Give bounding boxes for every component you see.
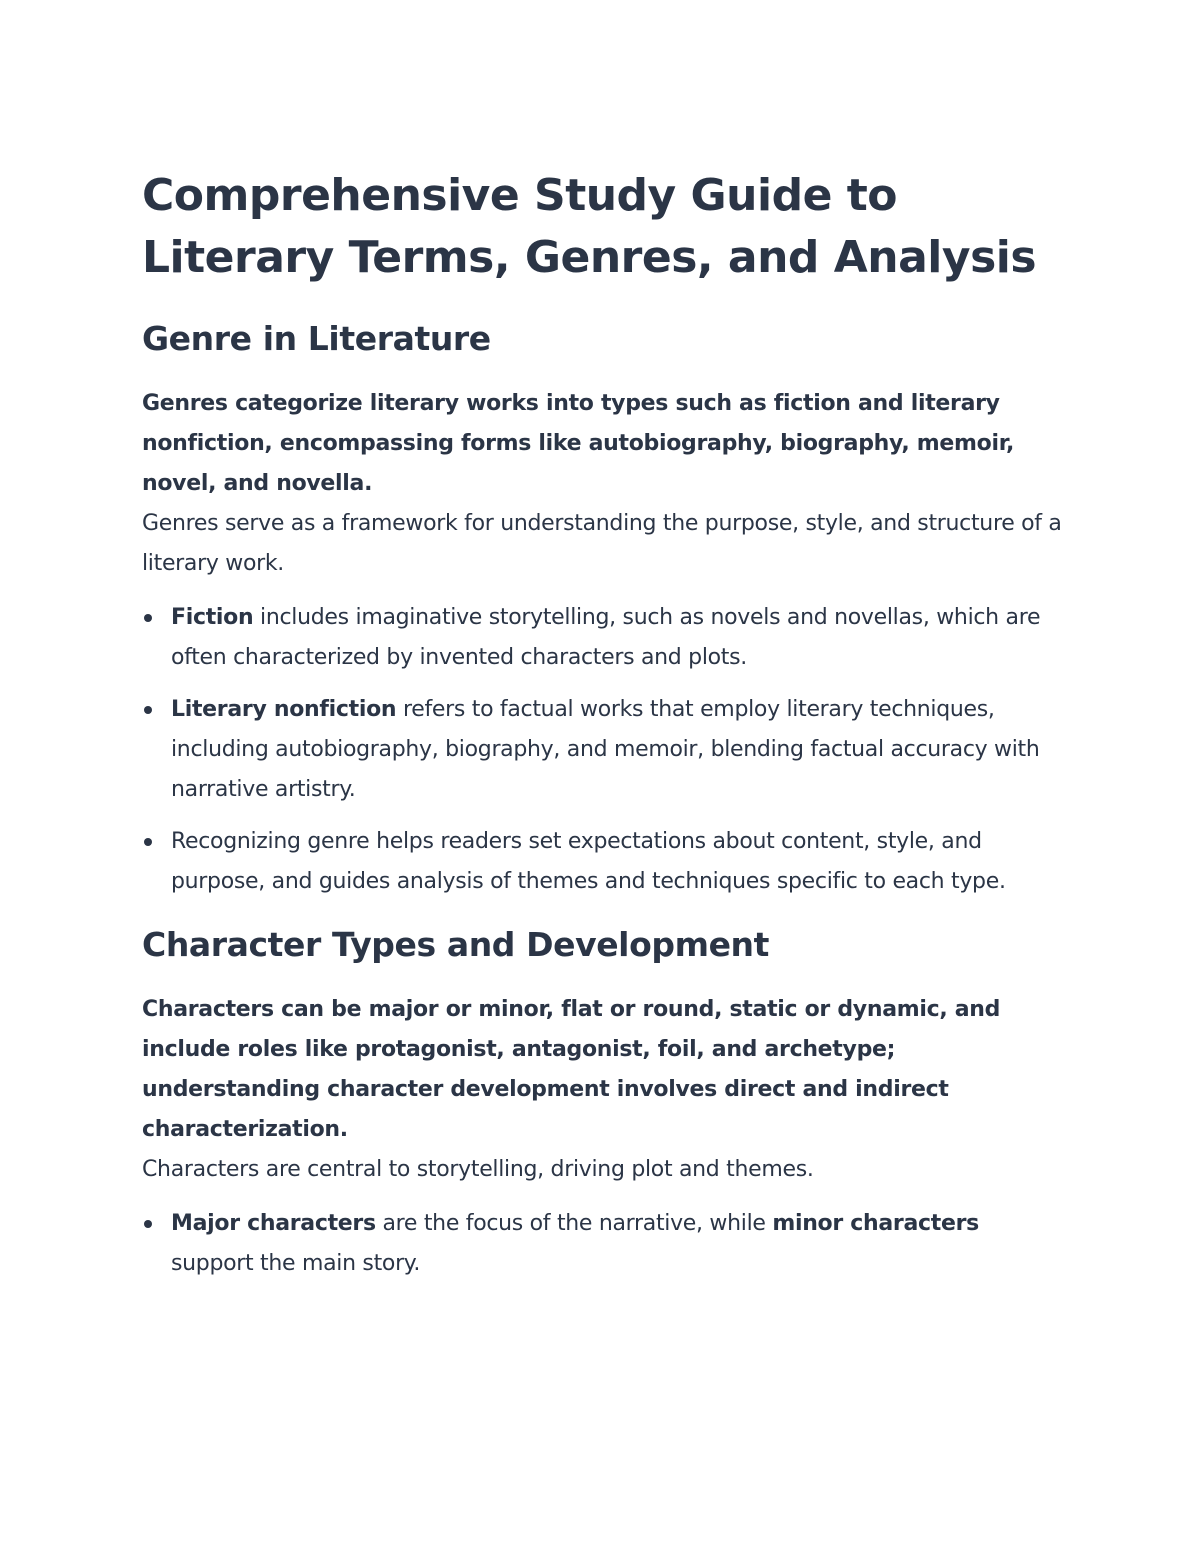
list-item bbox=[142, 598, 1062, 678]
bullet-icon bbox=[144, 706, 152, 714]
term: Major characters bbox=[171, 1211, 376, 1236]
list-item bbox=[142, 822, 1062, 902]
term: Literary nonfiction bbox=[171, 697, 397, 722]
term: Fiction bbox=[171, 605, 254, 630]
section-lead: Characters can be major or minor, flat or round, static or dynamic, and include roles like protagonist, antagonist, foil, and archetype; understanding character development involves direct and indirect characterization. bbox=[142, 997, 1001, 1142]
section-body: Characters are central to storytelling, driving plot and themes. bbox=[142, 1157, 814, 1182]
bullet-icon bbox=[144, 838, 152, 846]
section-heading: Genre in Literature bbox=[142, 319, 491, 358]
definition: are the focus of the narrative, while bbox=[375, 1211, 773, 1236]
term: minor characters bbox=[772, 1211, 979, 1236]
document-page bbox=[142, 165, 1062, 1306]
bullet-list bbox=[142, 598, 1062, 902]
section-body: Genres serve as a framework for understanding the purpose, style, and structure of a literary work. bbox=[142, 511, 1062, 576]
section-characters bbox=[142, 924, 1062, 1284]
definition: support the main story. bbox=[171, 1251, 421, 1276]
definition: includes imaginative storytelling, such as novels and novellas, which are often characterized by invented characters and plots. bbox=[171, 605, 1041, 670]
definition: Recognizing genre helps readers set expectations about content, style, and purpose, and guides analysis of themes and techniques specific to each type. bbox=[171, 829, 1006, 894]
list-item bbox=[142, 690, 1062, 810]
section-lead: Genres categorize literary works into types such as fiction and literary nonfiction, encompassing forms like autobiography, biography, memoir, novel, and novella. bbox=[142, 391, 1015, 496]
bullet-icon bbox=[144, 1220, 152, 1228]
section-heading: Character Types and Development bbox=[142, 925, 770, 964]
document-title: Comprehensive Study Guide to Literary Terms, Genres, and Analysis bbox=[142, 170, 1037, 283]
list-item bbox=[142, 1204, 1062, 1284]
section-genre bbox=[142, 318, 1062, 902]
bullet-list bbox=[142, 1204, 1062, 1284]
bullet-icon bbox=[144, 614, 152, 622]
definition: refers to factual works that employ literary techniques, including autobiography, biography, and memoir, blending factual accuracy with narrative artistry. bbox=[171, 697, 1040, 802]
